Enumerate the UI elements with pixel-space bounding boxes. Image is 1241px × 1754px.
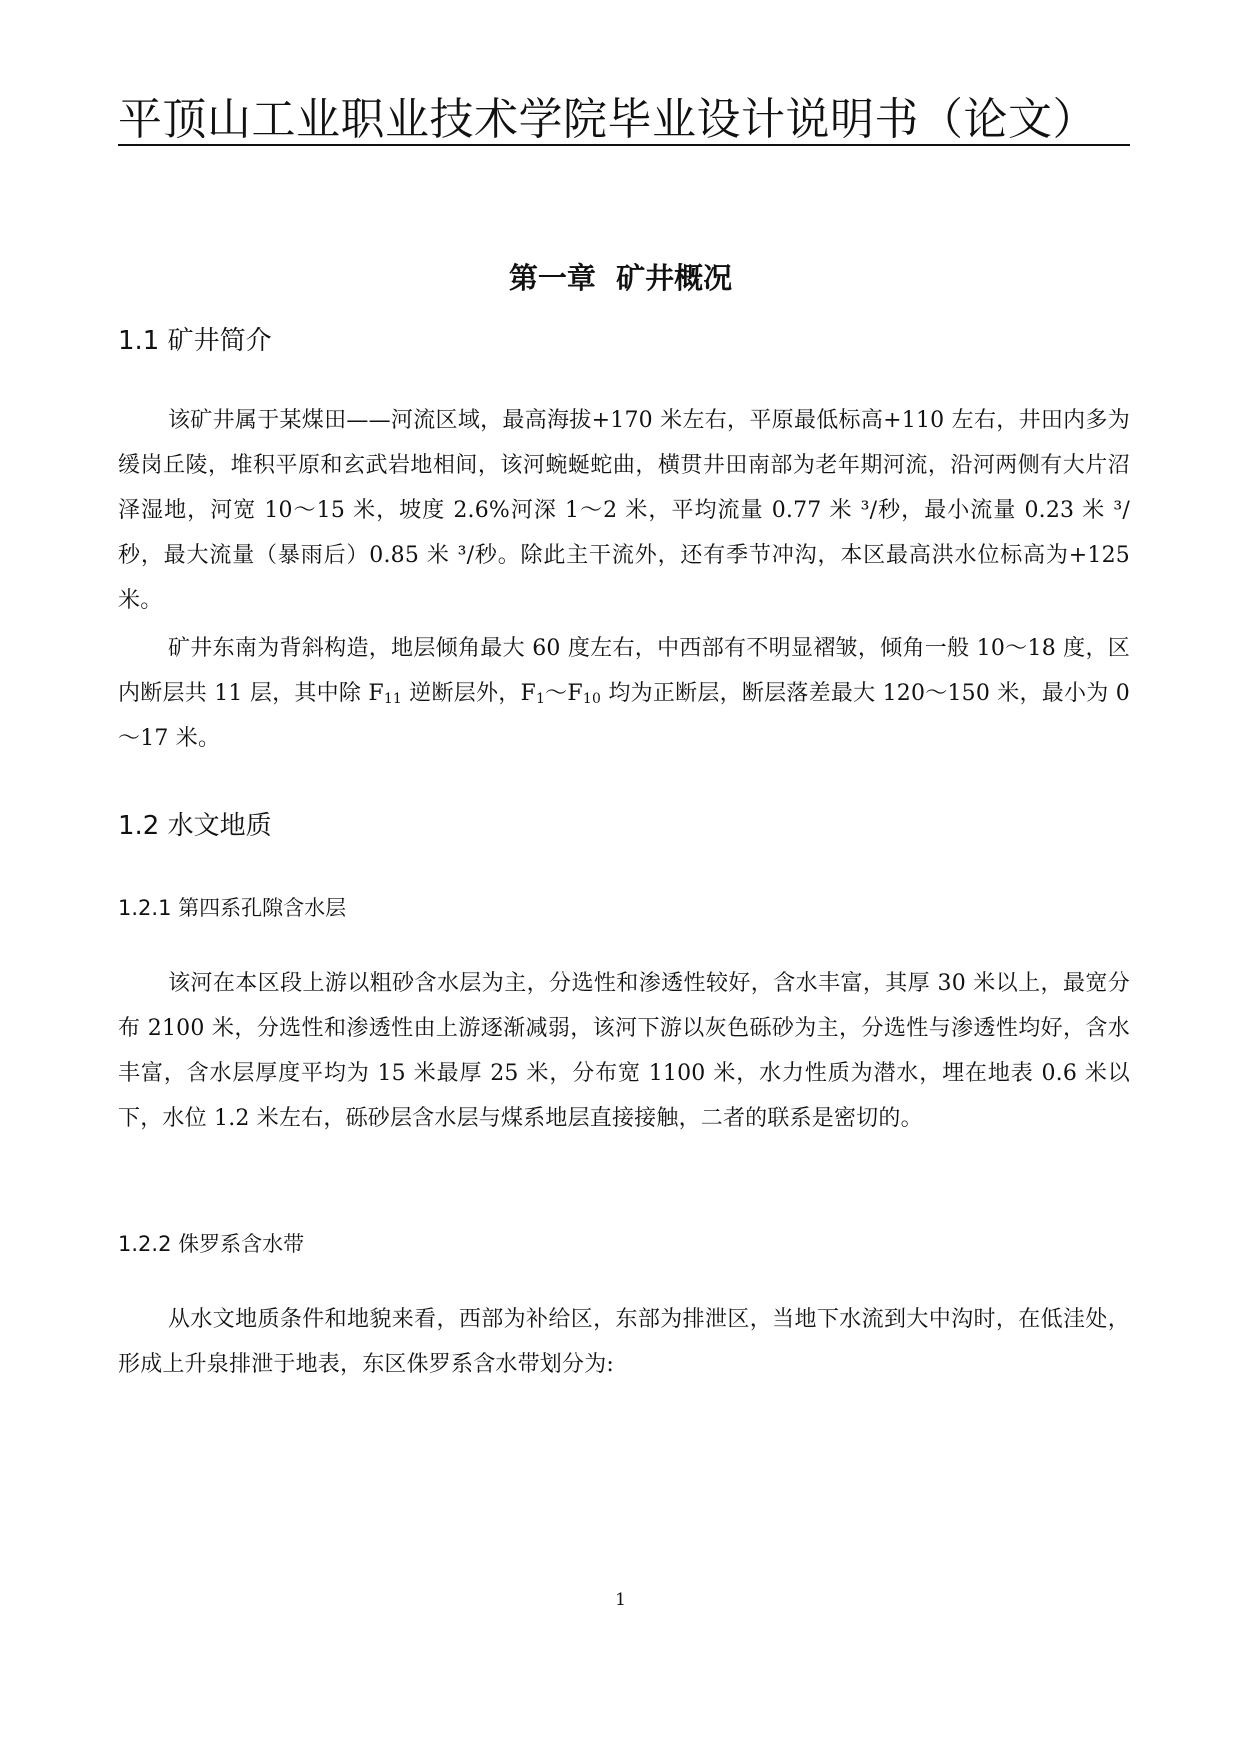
subscript: 11 xyxy=(383,691,403,707)
subsection-heading-1-2-2: 1.2.2 侏罗系含水带 xyxy=(118,1232,305,1256)
subsection-heading-1-2-1: 1.2.1 第四系孔隙含水层 xyxy=(118,896,347,920)
section-heading-1-2: 1.2 水文地质 xyxy=(118,811,272,841)
paragraph-geology-structure xyxy=(118,626,1130,761)
paragraph-mine-overview: 该矿井属于某煤田——河流区域，最高海拔+170 米左右，平原最低标高+110 左右，井田内多为缓岗丘陵，堆积平原和玄武岩地相间，该河蜿蜒蛇曲，横贯井田南部为老年期河流，沿河两侧有大片沼泽湿地，河宽 10～15 米，坡度 2.6%河深 1～2 米，平均流量 0.77 米 ³/秒，最小流量 0.23 米 ³/秒，最大流量（暴雨后）0.85 米 ³/秒。除此主干流外，还有季节冲沟，本区最高洪水位标高为+125 米。 xyxy=(118,408,1130,613)
document-header-title: 平顶山工业职业技术学院毕业设计说明书（论文） xyxy=(118,94,1097,145)
subscript: 10 xyxy=(582,691,602,707)
paragraph-quaternary-aquifer: 该河在本区段上游以粗砂含水层为主，分选性和渗透性较好，含水丰富，其厚 30 米以上，最宽分布 2100 米，分选性和渗透性由上游逐渐减弱，该河下游以灰色砾砂为主，分选性与渗透性均好，含水丰富，含水层厚度平均为 15 米最厚 25 米，分布宽 1100 米，水力性质为潜水，埋在地表 0.6 米以下，水位 1.2 米左右，砾砂层含水层与煤系地层直接接触，二者的联系是密切的。 xyxy=(118,971,1130,1131)
text-segment: ～F xyxy=(545,681,583,706)
text-segment: 矿井东南为背斜构造，地层倾角最大 60 度左右，中西部有不明显褶皱，倾角一般 10～18 度，区内断层共 11 层，其中除 F xyxy=(118,636,1130,706)
subscript: 1 xyxy=(536,691,546,707)
text-segment: 均为正断层，断层落差最大 120～150 米，最小为 0～17 米。 xyxy=(118,681,1130,751)
text-segment: 逆断层外，F xyxy=(402,681,536,706)
section-heading-1-1: 1.1 矿井简介 xyxy=(118,326,272,356)
page-number: 1 xyxy=(615,1590,626,1610)
header-underline xyxy=(118,144,1130,146)
chapter-title: 第一章 矿井概况 xyxy=(508,261,733,295)
paragraph-jurassic-aquifer: 从水文地质条件和地貌来看，西部为补给区，东部为排泄区，当地下水流到大中沟时，在低洼处，形成上升泉排泄于地表，东区侏罗系含水带划分为: xyxy=(118,1307,1130,1377)
